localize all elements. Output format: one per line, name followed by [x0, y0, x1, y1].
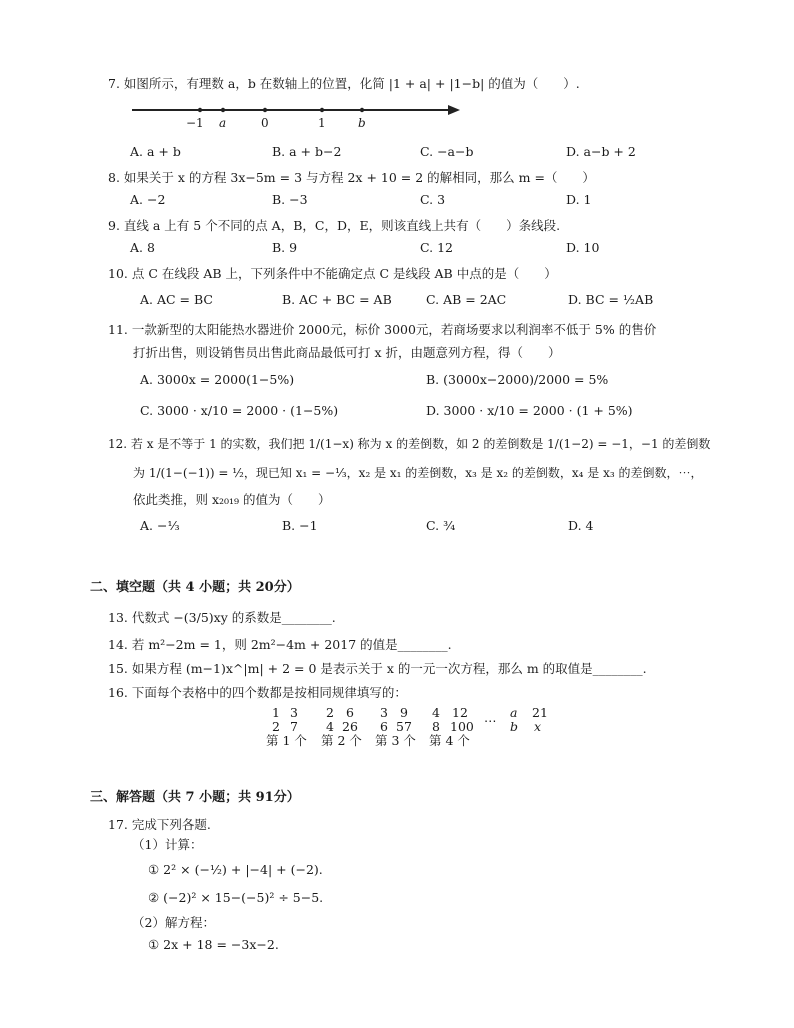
numline-label-neg1: −1	[186, 116, 204, 130]
q15-stem: 15. 如果方程 (m−1)x^|m| + 2 = 0 是表示关于 x 的一元一次方程，那么 m 的取值是________.	[108, 661, 647, 676]
q17-calc2: ② (−2)² × 15−(−5)² ÷ 5−5.	[148, 890, 324, 905]
t1-bottom-left: 2	[272, 719, 280, 734]
section2-title: 二、填空题（共 4 小题；共 20分）	[90, 580, 300, 595]
numline-label-0: 0	[261, 116, 269, 130]
q10-option-d: D. BC = ½AB	[568, 292, 654, 307]
q8-option-d: D. 1	[566, 192, 592, 207]
t5-top-left: a	[510, 705, 518, 720]
q12-stem-line3: 依此类推，则 x₂₀₁₉ 的值为（ ）	[133, 492, 331, 507]
tables-ellipsis: ⋯	[484, 713, 497, 728]
q7-option-a: A. a + b	[130, 144, 181, 159]
q12-stem-line2: 为 1/(1−(−1)) = ½，现已知 x₁ = −⅓，x₂ 是 x₁ 的差倒数，x₃ 是 x₂ 的差倒数，x₄ 是 x₃ 的差倒数，⋯，	[133, 466, 703, 480]
t4-top-left: 4	[432, 705, 440, 720]
q8-stem: 8. 如果关于 x 的方程 3x−5m = 3 与方程 2x + 10 = 2 的解相同，那么 m =（ ）	[108, 170, 595, 185]
q8-option-a: A. −2	[130, 192, 166, 207]
t3-bottom-right: 57	[396, 719, 412, 734]
number-line	[130, 104, 460, 134]
t3-label: 第 3 个	[375, 733, 416, 748]
q8-option-b: B. −3	[272, 192, 308, 207]
q12-stem-line1: 12. 若 x 是不等于 1 的实数，我们把 1/(1−x) 称为 x 的差倒数，如 2 的差倒数是 1/(1−2) = −1，−1 的差倒数	[108, 437, 711, 451]
q9-option-a: A. 8	[130, 240, 155, 255]
q17-part2: （2）解方程：	[132, 915, 215, 930]
number-line-axis	[130, 104, 460, 118]
q14-stem: 14. 若 m²−2m = 1，则 2m²−4m + 2017 的值是________.	[108, 637, 452, 652]
q11-option-b: B. (3000x−2000)/2000 = 5%	[426, 372, 609, 387]
q10-option-b: B. AC + BC = AB	[282, 292, 392, 307]
q10-option-c: C. AB = 2AC	[426, 292, 507, 307]
q8-option-c: C. 3	[420, 192, 446, 207]
t2-bottom-right: 26	[342, 719, 358, 734]
q11-stem-line2: 打折出售，则设销售员出售此商品最低可打 x 折，由题意列方程，得（ ）	[133, 345, 561, 360]
q16-stem: 16. 下面每个表格中的四个数都是按相同规律填写的：	[108, 685, 407, 700]
t5-bottom-left: b	[510, 719, 519, 734]
t2-top-right: 6	[346, 705, 354, 720]
q11-option-a: A. 3000x = 2000(1−5%)	[140, 372, 295, 387]
q12-option-c: C. ¾	[426, 518, 456, 533]
q11-stem-line1: 11. 一款新型的太阳能热水器进价 2000元，标价 3000元，若商场要求以利润率不低于 5% 的售价	[108, 322, 657, 337]
q9-option-b: B. 9	[272, 240, 298, 255]
q11-option-d: D. 3000 · x/10 = 2000 · (1 + 5%)	[426, 403, 633, 418]
numline-label-1: 1	[318, 116, 326, 130]
t2-top-left: 2	[326, 705, 334, 720]
t1-top-right: 3	[290, 705, 298, 720]
t3-top-right: 9	[400, 705, 408, 720]
q17-part1: （1）计算：	[132, 837, 203, 852]
q10-option-a: A. AC = BC	[140, 292, 213, 307]
t2-bottom-left: 4	[326, 719, 334, 734]
t4-top-right: 12	[452, 705, 468, 720]
t1-bottom-right: 7	[290, 719, 298, 734]
q17-calc1: ① 2² × (−½) + |−4| + (−2).	[148, 862, 323, 877]
numline-label-a: a	[219, 116, 227, 130]
t5-top-right: 21	[532, 705, 548, 720]
t4-label: 第 4 个	[429, 733, 470, 748]
q11-option-c: C. 3000 · x/10 = 2000 · (1−5%)	[140, 403, 339, 418]
section3-title: 三、解答题（共 7 小题；共 91分）	[90, 790, 300, 805]
q7-option-b: B. a + b−2	[272, 144, 342, 159]
q9-option-c: C. 12	[420, 240, 453, 255]
q12-option-a: A. −⅓	[140, 518, 180, 533]
t1-label: 第 1 个	[266, 733, 307, 748]
q17-eq1: ① 2x + 18 = −3x−2.	[148, 937, 279, 952]
t3-bottom-left: 6	[380, 719, 388, 734]
q13-stem: 13. 代数式 −(3/5)xy 的系数是________.	[108, 610, 336, 625]
q12-option-b: B. −1	[282, 518, 318, 533]
t4-bottom-left: 8	[432, 719, 440, 734]
q10-stem: 10. 点 C 在线段 AB 上，下列条件中不能确定点 C 是线段 AB 中点的是（ ）	[108, 266, 557, 281]
q7-stem: 7. 如图所示，有理数 a，b 在数轴上的位置，化简 |1 + a| + |1−b| 的值为（ ）.	[108, 76, 580, 91]
t2-label: 第 2 个	[321, 733, 362, 748]
q7-option-d: D. a−b + 2	[566, 144, 636, 159]
t4-bottom-right: 100	[450, 719, 474, 734]
q9-option-d: D. 10	[566, 240, 600, 255]
q17-stem: 17. 完成下列各题.	[108, 817, 211, 832]
q12-option-d: D. 4	[568, 518, 594, 533]
t5-bottom-right: x	[534, 719, 542, 734]
t1-top-left: 1	[272, 705, 280, 720]
q7-option-c: C. −a−b	[420, 144, 474, 159]
t3-top-left: 3	[380, 705, 388, 720]
numline-label-b: b	[358, 116, 366, 130]
q9-stem: 9. 直线 a 上有 5 个不同的点 A，B，C，D，E，则该直线上共有（ ）条线段.	[108, 218, 561, 233]
